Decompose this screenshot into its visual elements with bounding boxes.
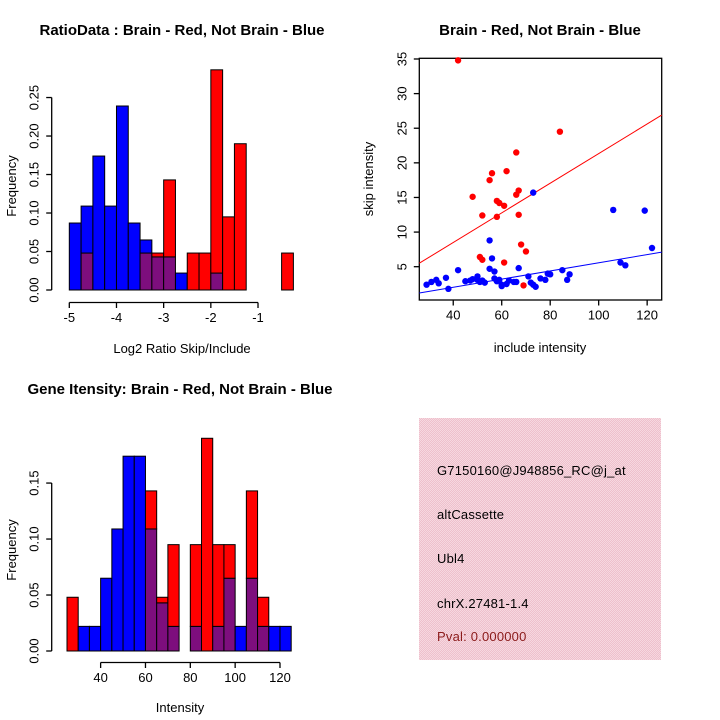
hist-bar-red bbox=[234, 144, 246, 290]
scatter-point-blue bbox=[513, 279, 519, 285]
hist-bar-blue bbox=[175, 273, 187, 290]
fit-line-red bbox=[419, 115, 661, 263]
hist-bar-overlap bbox=[190, 626, 201, 651]
hist-bar-overlap bbox=[157, 603, 168, 651]
hist-bar-red bbox=[152, 253, 164, 257]
scatter-point-blue bbox=[482, 279, 488, 285]
x-tick-label: 80 bbox=[542, 307, 558, 323]
scatter-point-blue bbox=[455, 267, 461, 273]
plot-area bbox=[394, 52, 661, 323]
hist-bar-red bbox=[223, 217, 235, 290]
hist-bar-red bbox=[199, 253, 211, 290]
y-tick-label: 10 bbox=[394, 224, 410, 240]
x-tick-label: -1 bbox=[252, 310, 264, 325]
hist-bar-overlap bbox=[164, 257, 176, 290]
y-tick-label: 0.00 bbox=[26, 277, 42, 303]
x-tick-label: 60 bbox=[494, 307, 509, 323]
hist-bar-blue bbox=[116, 106, 128, 290]
scatter-point-red bbox=[501, 203, 507, 209]
hist-bar-blue bbox=[78, 626, 89, 651]
scatter-point-red bbox=[455, 57, 461, 63]
x-tick-label: 40 bbox=[93, 670, 108, 685]
x-tick-label: 80 bbox=[183, 670, 198, 685]
intensity-scatter-chart bbox=[360, 0, 720, 360]
scatter-point-red bbox=[513, 149, 519, 155]
x-tick-label: 100 bbox=[224, 670, 247, 685]
hist-bar-blue bbox=[123, 456, 134, 651]
hist-bar-red bbox=[282, 253, 294, 290]
hist-bar-red bbox=[246, 491, 257, 578]
y-tick-label: 0.05 bbox=[26, 238, 42, 265]
chart-title: Brain - Red, Not Brain - Blue bbox=[439, 22, 641, 39]
chromosome-location-text: chrX.27481-1.4 bbox=[437, 596, 529, 611]
hist-bar-red bbox=[258, 597, 269, 626]
scatter-point-red bbox=[479, 257, 485, 263]
scatter-point-blue bbox=[564, 277, 570, 283]
x-tick-label: 100 bbox=[587, 307, 610, 323]
hist-bar-red bbox=[157, 597, 168, 603]
y-tick-label: 25 bbox=[394, 120, 410, 136]
x-tick-label: 120 bbox=[636, 307, 659, 323]
splice-type-text: altCassette bbox=[437, 507, 505, 522]
y-tick-label: 35 bbox=[394, 51, 410, 67]
y-tick-label: 0.05 bbox=[26, 582, 42, 608]
hist-bar-overlap bbox=[258, 626, 269, 651]
hist-bar-red bbox=[211, 70, 223, 273]
hist-bar-red bbox=[168, 545, 179, 627]
hist-bar-blue bbox=[69, 223, 81, 290]
scatter-point-blue bbox=[489, 255, 495, 261]
scatter-point-red bbox=[503, 168, 509, 174]
hist-bar-blue bbox=[93, 156, 105, 290]
scatter-point-blue bbox=[525, 273, 531, 279]
x-tick-label: -3 bbox=[157, 310, 170, 325]
hist-bar-blue bbox=[280, 626, 291, 651]
x-tick-label: -5 bbox=[63, 310, 76, 325]
chart-title: RatioData : Brain - Red, Not Brain - Blue bbox=[39, 22, 325, 39]
scatter-point-red bbox=[494, 214, 500, 220]
plot-area bbox=[27, 438, 291, 685]
hist-bar-overlap bbox=[140, 253, 152, 290]
hist-bar-blue bbox=[128, 223, 140, 290]
fit-line-blue bbox=[419, 252, 661, 293]
x-tick-label: 40 bbox=[446, 307, 461, 323]
scatter-point-red bbox=[557, 128, 563, 134]
hist-bar-overlap bbox=[224, 578, 235, 651]
x-axis-label: Log2 Ratio Skip/Include bbox=[113, 341, 251, 356]
scatter-point-red bbox=[518, 241, 524, 247]
y-tick-label: 0.10 bbox=[26, 526, 42, 552]
hist-bar-blue bbox=[134, 456, 145, 651]
scatter-point-blue bbox=[642, 207, 648, 213]
hist-bar-blue bbox=[140, 240, 152, 253]
hist-bar-overlap bbox=[152, 257, 164, 290]
gene-info-panel bbox=[360, 360, 720, 720]
x-tick-label: 120 bbox=[269, 670, 291, 685]
scatter-point-blue bbox=[532, 284, 538, 290]
hist-bar-blue bbox=[81, 206, 93, 253]
y-tick-label: 0.25 bbox=[26, 84, 42, 111]
hist-bar-overlap bbox=[211, 273, 223, 290]
hist-bar-blue bbox=[105, 206, 117, 290]
y-tick-label: 0.20 bbox=[26, 123, 42, 149]
scatter-point-blue bbox=[547, 271, 553, 277]
scatter-point-blue bbox=[515, 265, 521, 271]
ratio-histogram-chart bbox=[0, 0, 360, 360]
hist-bar-blue bbox=[112, 529, 123, 651]
pval-text: Pval: 0.000000 bbox=[437, 629, 527, 644]
scatter-point-red bbox=[520, 282, 526, 288]
scatter-point-red bbox=[486, 177, 492, 183]
y-tick-label: 5 bbox=[394, 263, 410, 271]
hist-bar-red bbox=[190, 545, 201, 627]
x-tick-label: 60 bbox=[138, 670, 153, 685]
hist-bar-red bbox=[145, 491, 156, 529]
scatter-point-red bbox=[513, 191, 519, 197]
scatter-point-blue bbox=[566, 271, 572, 277]
probe-id-text: G7150160@J948856_RC@j_at bbox=[437, 463, 626, 478]
scatter-point-blue bbox=[445, 286, 451, 292]
gene-intensity-histogram-chart bbox=[0, 360, 360, 720]
y-axis-label: Frequency bbox=[4, 519, 19, 581]
hist-bar-blue bbox=[89, 626, 100, 651]
y-tick-label: 0.00 bbox=[26, 638, 42, 664]
scatter-point-blue bbox=[486, 237, 492, 243]
hist-bar-blue bbox=[235, 626, 246, 651]
x-tick-label: -2 bbox=[205, 310, 217, 325]
gene-info-box bbox=[419, 418, 661, 660]
chart-title: Gene Itensity: Brain - Red, Not Brain - Blue bbox=[27, 381, 333, 398]
hist-bar-overlap bbox=[81, 253, 93, 290]
scatter-point-blue bbox=[530, 189, 536, 195]
hist-bar-red bbox=[164, 180, 176, 257]
scatter-point-red bbox=[523, 248, 529, 254]
hist-bar-blue bbox=[101, 578, 112, 651]
plot-area bbox=[27, 70, 294, 325]
y-tick-label: 15 bbox=[394, 190, 410, 205]
y-tick-label: 0.10 bbox=[26, 200, 42, 226]
hist-bar-red bbox=[202, 438, 213, 651]
y-tick-label: 0.15 bbox=[26, 161, 42, 188]
scatter-point-blue bbox=[559, 267, 565, 273]
hist-bar-overlap bbox=[213, 626, 224, 651]
hist-bar-red bbox=[224, 545, 235, 579]
hist-bar-red bbox=[213, 545, 224, 627]
y-tick-label: 20 bbox=[394, 155, 410, 171]
x-tick-label: -4 bbox=[110, 310, 123, 325]
scatter-point-blue bbox=[435, 280, 441, 286]
scatter-point-blue bbox=[443, 275, 449, 281]
hist-bar-overlap bbox=[168, 626, 179, 651]
gene-name-text: Ubl4 bbox=[437, 551, 465, 566]
scatter-point-red bbox=[489, 170, 495, 176]
scatter-point-red bbox=[469, 194, 475, 200]
scatter-point-red bbox=[501, 259, 507, 265]
scatter-point-blue bbox=[542, 277, 548, 283]
y-axis-label: skip intensity bbox=[361, 141, 376, 217]
hist-bar-red bbox=[67, 597, 78, 651]
scatter-point-blue bbox=[610, 207, 616, 213]
hist-bar-overlap bbox=[246, 578, 257, 651]
hist-bar-red bbox=[187, 253, 199, 290]
x-axis-label: include intensity bbox=[493, 340, 587, 355]
scatter-point-blue bbox=[491, 268, 497, 274]
scatter-point-red bbox=[479, 212, 485, 218]
hist-bar-blue bbox=[269, 626, 280, 651]
y-tick-label: 30 bbox=[394, 86, 410, 101]
y-tick-label: 0.15 bbox=[26, 470, 42, 496]
scatter-point-blue bbox=[622, 262, 628, 268]
y-axis-label: Frequency bbox=[4, 155, 19, 217]
x-axis-label: Intensity bbox=[155, 700, 205, 715]
scatter-point-red bbox=[515, 212, 521, 218]
hist-bar-overlap bbox=[145, 529, 156, 651]
scatter-point-blue bbox=[649, 245, 655, 251]
